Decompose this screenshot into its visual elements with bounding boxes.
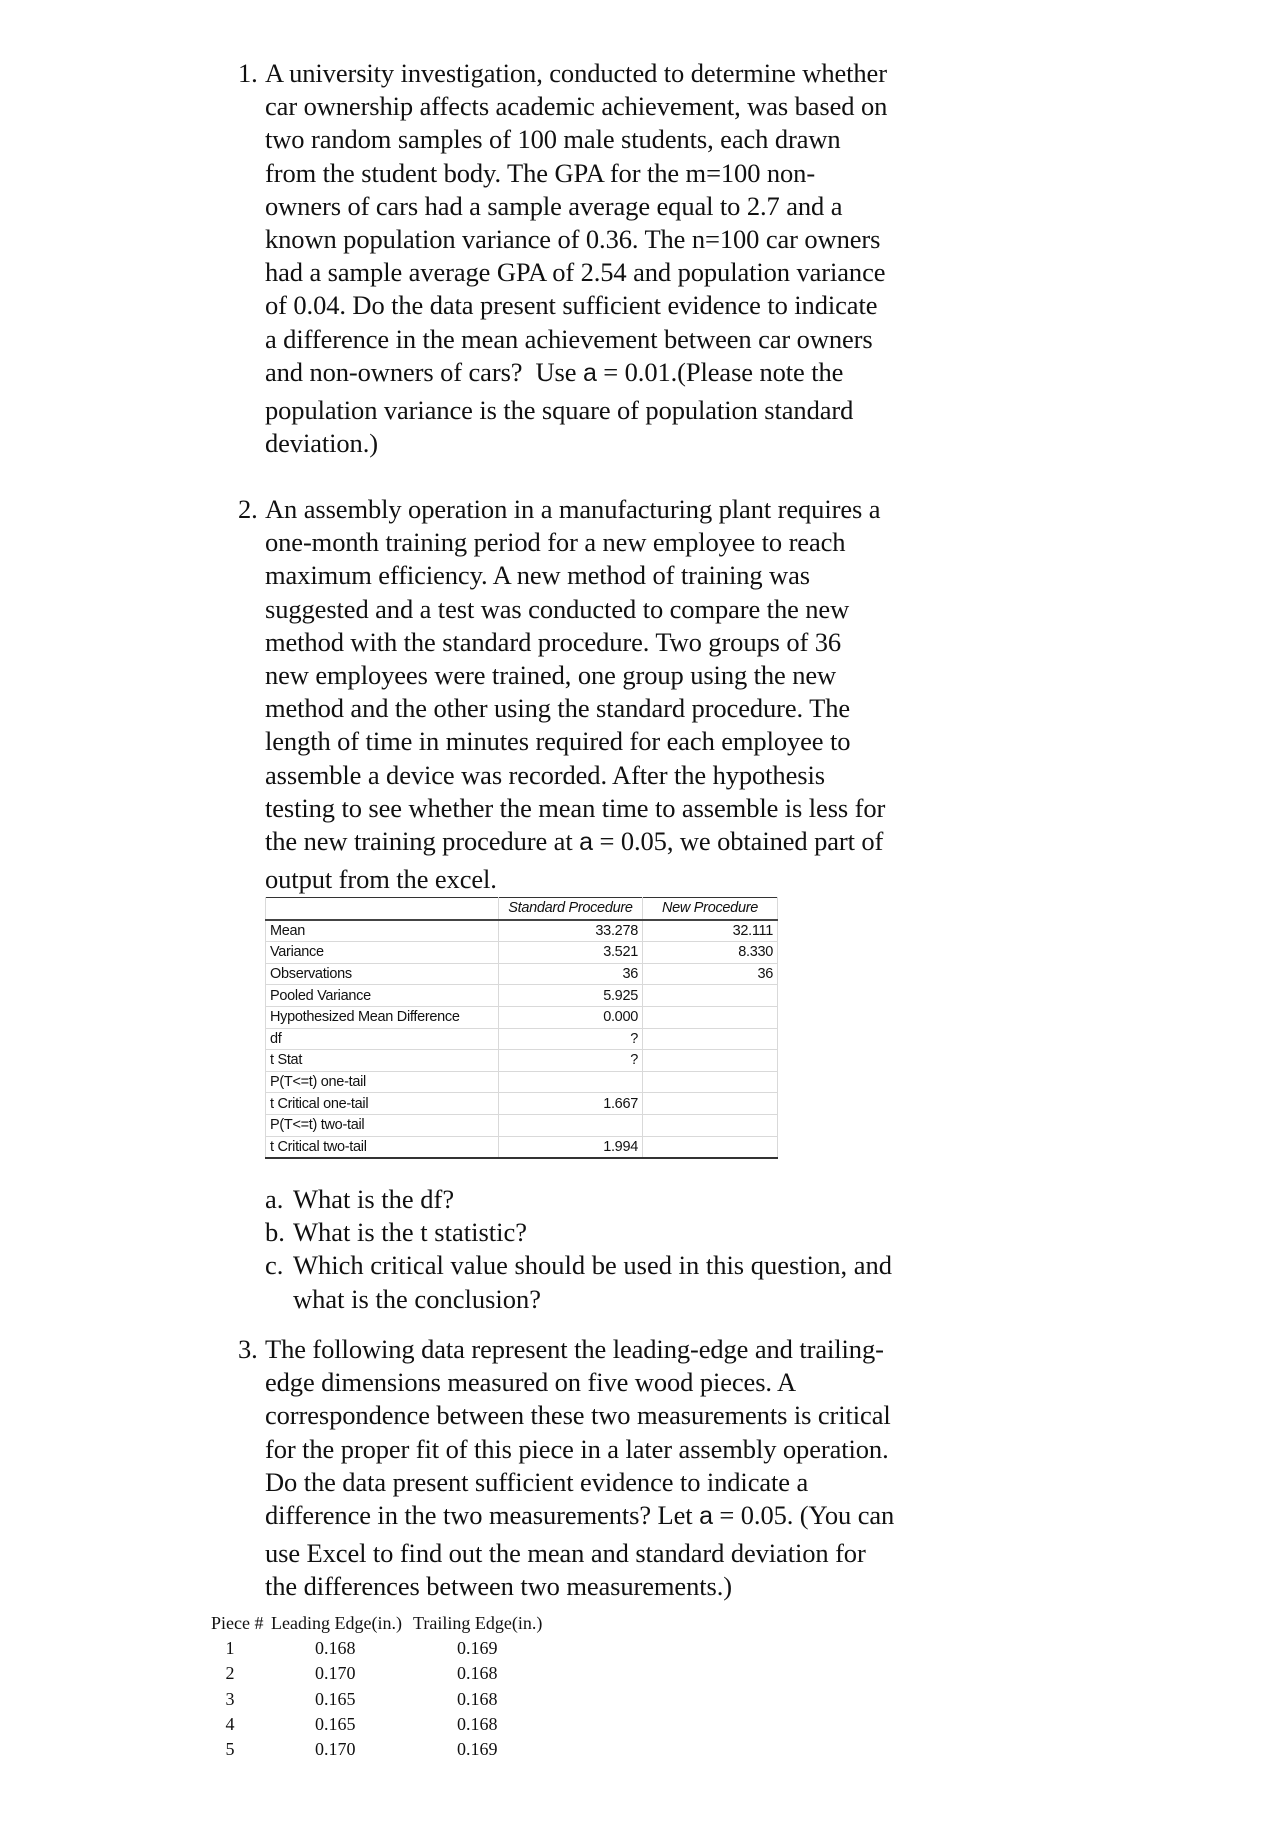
text-line: of 0.04. Do the data present sufficient evidence to indicate [265,290,878,321]
row-label: Mean [266,920,499,942]
column-header-trailing: Trailing Edge(in.) [413,1613,543,1634]
table-row [266,942,778,964]
text-line: one-month training period for a new employee to reach [265,527,846,558]
question-number: 3. [238,1334,258,1364]
leading-edge-value: 0.165 [315,1688,356,1709]
text-line: method and the other using the standard procedure. The [265,693,851,724]
leading-edge-value: 0.168 [315,1638,356,1659]
text-fragment: difference in the two measurements? Let [265,1500,700,1531]
cell-value [498,1071,642,1093]
cell-value [642,1050,777,1072]
trailing-edge-value: 0.169 [457,1739,498,1760]
cell-value: 1.667 [498,1093,642,1115]
text-line [265,1499,958,1533]
row-label: P(T<=t) one-tail [266,1071,499,1093]
sub-question-letter: a. [265,1184,284,1214]
row-label: t Critical one-tail [266,1093,499,1115]
text-line: known population variance of 0.36. The n=100 car owners [265,224,881,255]
cell-value: 36 [498,963,642,985]
alpha-symbol: a [582,358,597,387]
text-line: suggested and a test was conducted to compare the new [265,593,850,624]
table-row [266,963,778,985]
text-line: new employees were trained, one group using the new [265,660,837,691]
table-row [266,1114,778,1136]
alpha-symbol: a [579,828,593,857]
table-row [266,1050,778,1072]
cell-value: 33.278 [498,920,642,942]
wood-pieces-table [211,1611,542,1762]
text-line: Do the data present sufficient evidence to indicate a [265,1466,809,1497]
column-header-leading: Leading Edge(in.) [271,1613,402,1634]
text-line: An assembly operation in a manufacturing plant requires a [265,494,881,524]
table-row [211,1737,542,1762]
table-row [211,1661,542,1686]
text-line: correspondence between these two measurements is critical [265,1400,891,1431]
text-line: length of time in minutes required for each employee to [265,726,851,757]
text-line: two random samples of 100 male students, each drawn [265,124,841,155]
sub-question-text: What is the t statistic? [293,1217,528,1248]
cell-value: 1.994 [498,1136,642,1158]
text-line: The following data represent the leading-edge and trailing- [265,1334,884,1364]
text-line: car ownership affects academic achievement, was based on [265,91,888,122]
sub-question-text: What is the df? [293,1184,455,1214]
table-row [266,1028,778,1050]
table-header-row [266,898,778,920]
cell-value [642,1006,777,1028]
cell-value: 3.521 [498,942,642,964]
table-header-row [211,1611,542,1636]
excel-output-table [265,897,778,1159]
text-line: had a sample average GPA of 2.54 and population variance [265,257,886,288]
question-1 [238,57,958,460]
table-row [211,1687,542,1712]
text-line: method with the standard procedure. Two groups of 36 [265,626,842,657]
question-2 [238,493,958,896]
question-text [265,493,958,896]
column-header-standard: Standard Procedure [498,898,642,920]
column-header-piece: Piece # [211,1613,264,1634]
sub-question-text: Which critical value should be used in this question, and [293,1250,893,1281]
cell-value [642,1071,777,1093]
table-row [211,1712,542,1737]
text-line: population variance is the square of population standard [265,395,854,426]
trailing-edge-value: 0.168 [457,1713,498,1734]
column-header [266,898,499,920]
cell-value [642,1028,777,1050]
sub-question-b [265,1216,965,1249]
text-line: the differences between two measurements.) [265,1571,732,1602]
text-line: for the proper fit of this piece in a later assembly operation. [265,1433,889,1464]
sub-question-text-cont: what is the conclusion? [293,1283,542,1314]
row-label: P(T<=t) two-tail [266,1114,499,1136]
cell-value [642,1136,777,1158]
cell-value: ? [498,1050,642,1072]
question-number: 2. [238,494,258,524]
cell-value: 8.330 [642,942,777,964]
row-label: Variance [266,942,499,964]
text-fragment: = 0.01.(Please note the [596,356,844,387]
trailing-edge-value: 0.168 [457,1688,498,1709]
question-text [265,57,958,460]
cell-value: 32.111 [642,920,777,942]
cell-value: 5.925 [498,985,642,1007]
table-row [266,1071,778,1093]
leading-edge-value: 0.170 [315,1739,356,1760]
text-line: output from the excel. [265,864,497,895]
piece-number: 3 [225,1688,235,1709]
cell-value [642,985,777,1007]
sub-question-letter: b. [265,1217,285,1248]
table-row [266,920,778,942]
text-line: maximum efficiency. A new method of training was [265,560,810,591]
text-line [265,356,958,390]
text-fragment: the new training procedure at [265,826,580,857]
cell-value: 36 [642,963,777,985]
table-row [266,1006,778,1028]
cell-value [642,1093,777,1115]
text-line: a difference in the mean achievement between car owners [265,323,873,354]
sub-question-a [265,1183,965,1216]
text-line: A university investigation, conducted to determine whether [265,58,887,88]
table-row [266,985,778,1007]
row-label: Pooled Variance [266,985,499,1007]
sub-question-c [265,1249,965,1315]
trailing-edge-value: 0.169 [457,1638,498,1659]
trailing-edge-value: 0.168 [457,1663,498,1684]
table-row [266,1093,778,1115]
alpha-symbol: a [699,1502,713,1531]
cell-value [498,1114,642,1136]
text-line [265,825,958,859]
sub-question-letter: c. [265,1250,284,1281]
table-row [211,1636,542,1661]
question-number: 1. [238,58,258,88]
row-label: df [266,1028,499,1050]
text-line: from the student body. The GPA for the m=100 non- [265,157,816,188]
question-3 [238,1333,958,1604]
text-fragment: = 0.05. (You can [712,1500,895,1531]
text-fragment: and non-owners of cars? Use [265,356,583,387]
text-line: deviation.) [265,428,378,459]
row-label: t Critical two-tail [266,1136,499,1158]
piece-number: 1 [225,1638,235,1659]
text-fragment: = 0.05, we obtained part of [592,826,884,857]
text-line: use Excel to find out the mean and standard deviation for [265,1538,866,1569]
column-header-new: New Procedure [642,898,777,920]
text-line: testing to see whether the mean time to assemble is less for [265,792,886,823]
piece-number: 5 [225,1739,235,1760]
cell-value: 0.000 [498,1006,642,1028]
leading-edge-value: 0.165 [315,1713,356,1734]
cell-value: ? [498,1028,642,1050]
text-line: edge dimensions measured on five wood pieces. A [265,1367,797,1398]
leading-edge-value: 0.170 [315,1663,356,1684]
row-label: Hypothesized Mean Difference [266,1006,499,1028]
cell-value [642,1114,777,1136]
piece-number: 4 [225,1713,235,1734]
table-row [266,1136,778,1158]
piece-number: 2 [225,1663,235,1684]
row-label: t Stat [266,1050,499,1072]
text-line: assemble a device was recorded. After the hypothesis [265,759,825,790]
question-text [265,1333,958,1604]
row-label: Observations [266,963,499,985]
text-line: owners of cars had a sample average equal to 2.7 and a [265,190,843,221]
sub-questions [265,1183,965,1316]
